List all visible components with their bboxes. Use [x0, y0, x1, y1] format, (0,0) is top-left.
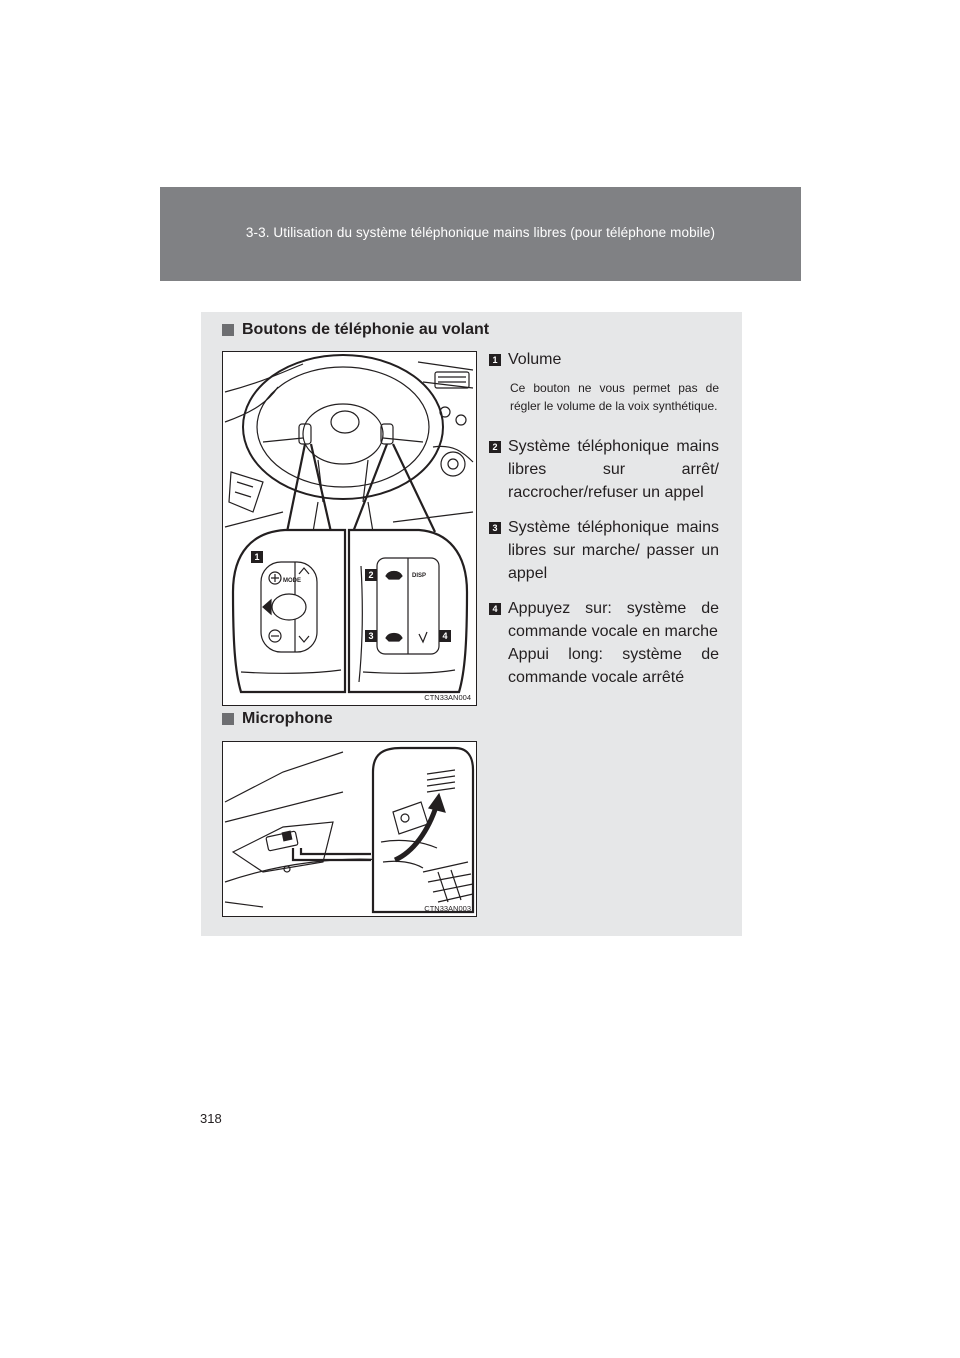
list-item	[489, 597, 719, 689]
callout-label-4: 4	[439, 630, 451, 642]
list-item	[489, 348, 719, 415]
item-title: Système téléphonique mains libres sur arrêt/ raccrocher/refuser un appel	[508, 438, 719, 501]
section-heading-text: Boutons de téléphonie au volant	[242, 321, 490, 338]
button-descriptions	[489, 348, 719, 689]
list-item	[489, 516, 719, 585]
square-bullet-icon	[222, 324, 234, 336]
callout-label-3: 3	[365, 630, 377, 642]
list-item	[489, 435, 719, 504]
item-number: 2	[489, 441, 501, 453]
item-title: Volume	[508, 351, 562, 368]
steering-wheel-figure	[222, 351, 477, 706]
page-number: 318	[200, 1111, 222, 1126]
steering-wheel-illustration	[223, 352, 476, 705]
figure-code: CTN33AN003	[424, 904, 471, 913]
callout-label-1: 1	[251, 551, 263, 563]
callout-label-2: 2	[365, 569, 377, 581]
section-heading-microphone	[222, 710, 333, 728]
section-heading-steering	[222, 321, 489, 339]
item-number: 4	[489, 603, 501, 615]
item-title-secondary: Appui long: système de commande vocale arrêté	[508, 646, 719, 686]
mode-label: MODE	[283, 578, 301, 584]
square-bullet-icon	[222, 713, 234, 725]
item-note: Ce bouton ne vous permet pas de régler le volume de la voix synthétique.	[510, 381, 719, 413]
item-number: 1	[489, 354, 501, 366]
disp-label: DISP	[412, 573, 427, 579]
figure-code: CTN33AN004	[424, 693, 471, 702]
item-title: Appuyez sur: système de commande vocale en marche	[508, 600, 719, 640]
chapter-title: 3-3. Utilisation du système téléphonique mains libres (pour téléphone mobile)	[245, 225, 716, 240]
microphone-illustration	[223, 742, 476, 916]
chapter-header	[160, 187, 801, 281]
item-title: Système téléphonique mains libres sur marche/ passer un appel	[508, 519, 719, 582]
microphone-figure	[222, 741, 477, 917]
section-heading-text: Microphone	[242, 710, 333, 727]
item-number: 3	[489, 522, 501, 534]
